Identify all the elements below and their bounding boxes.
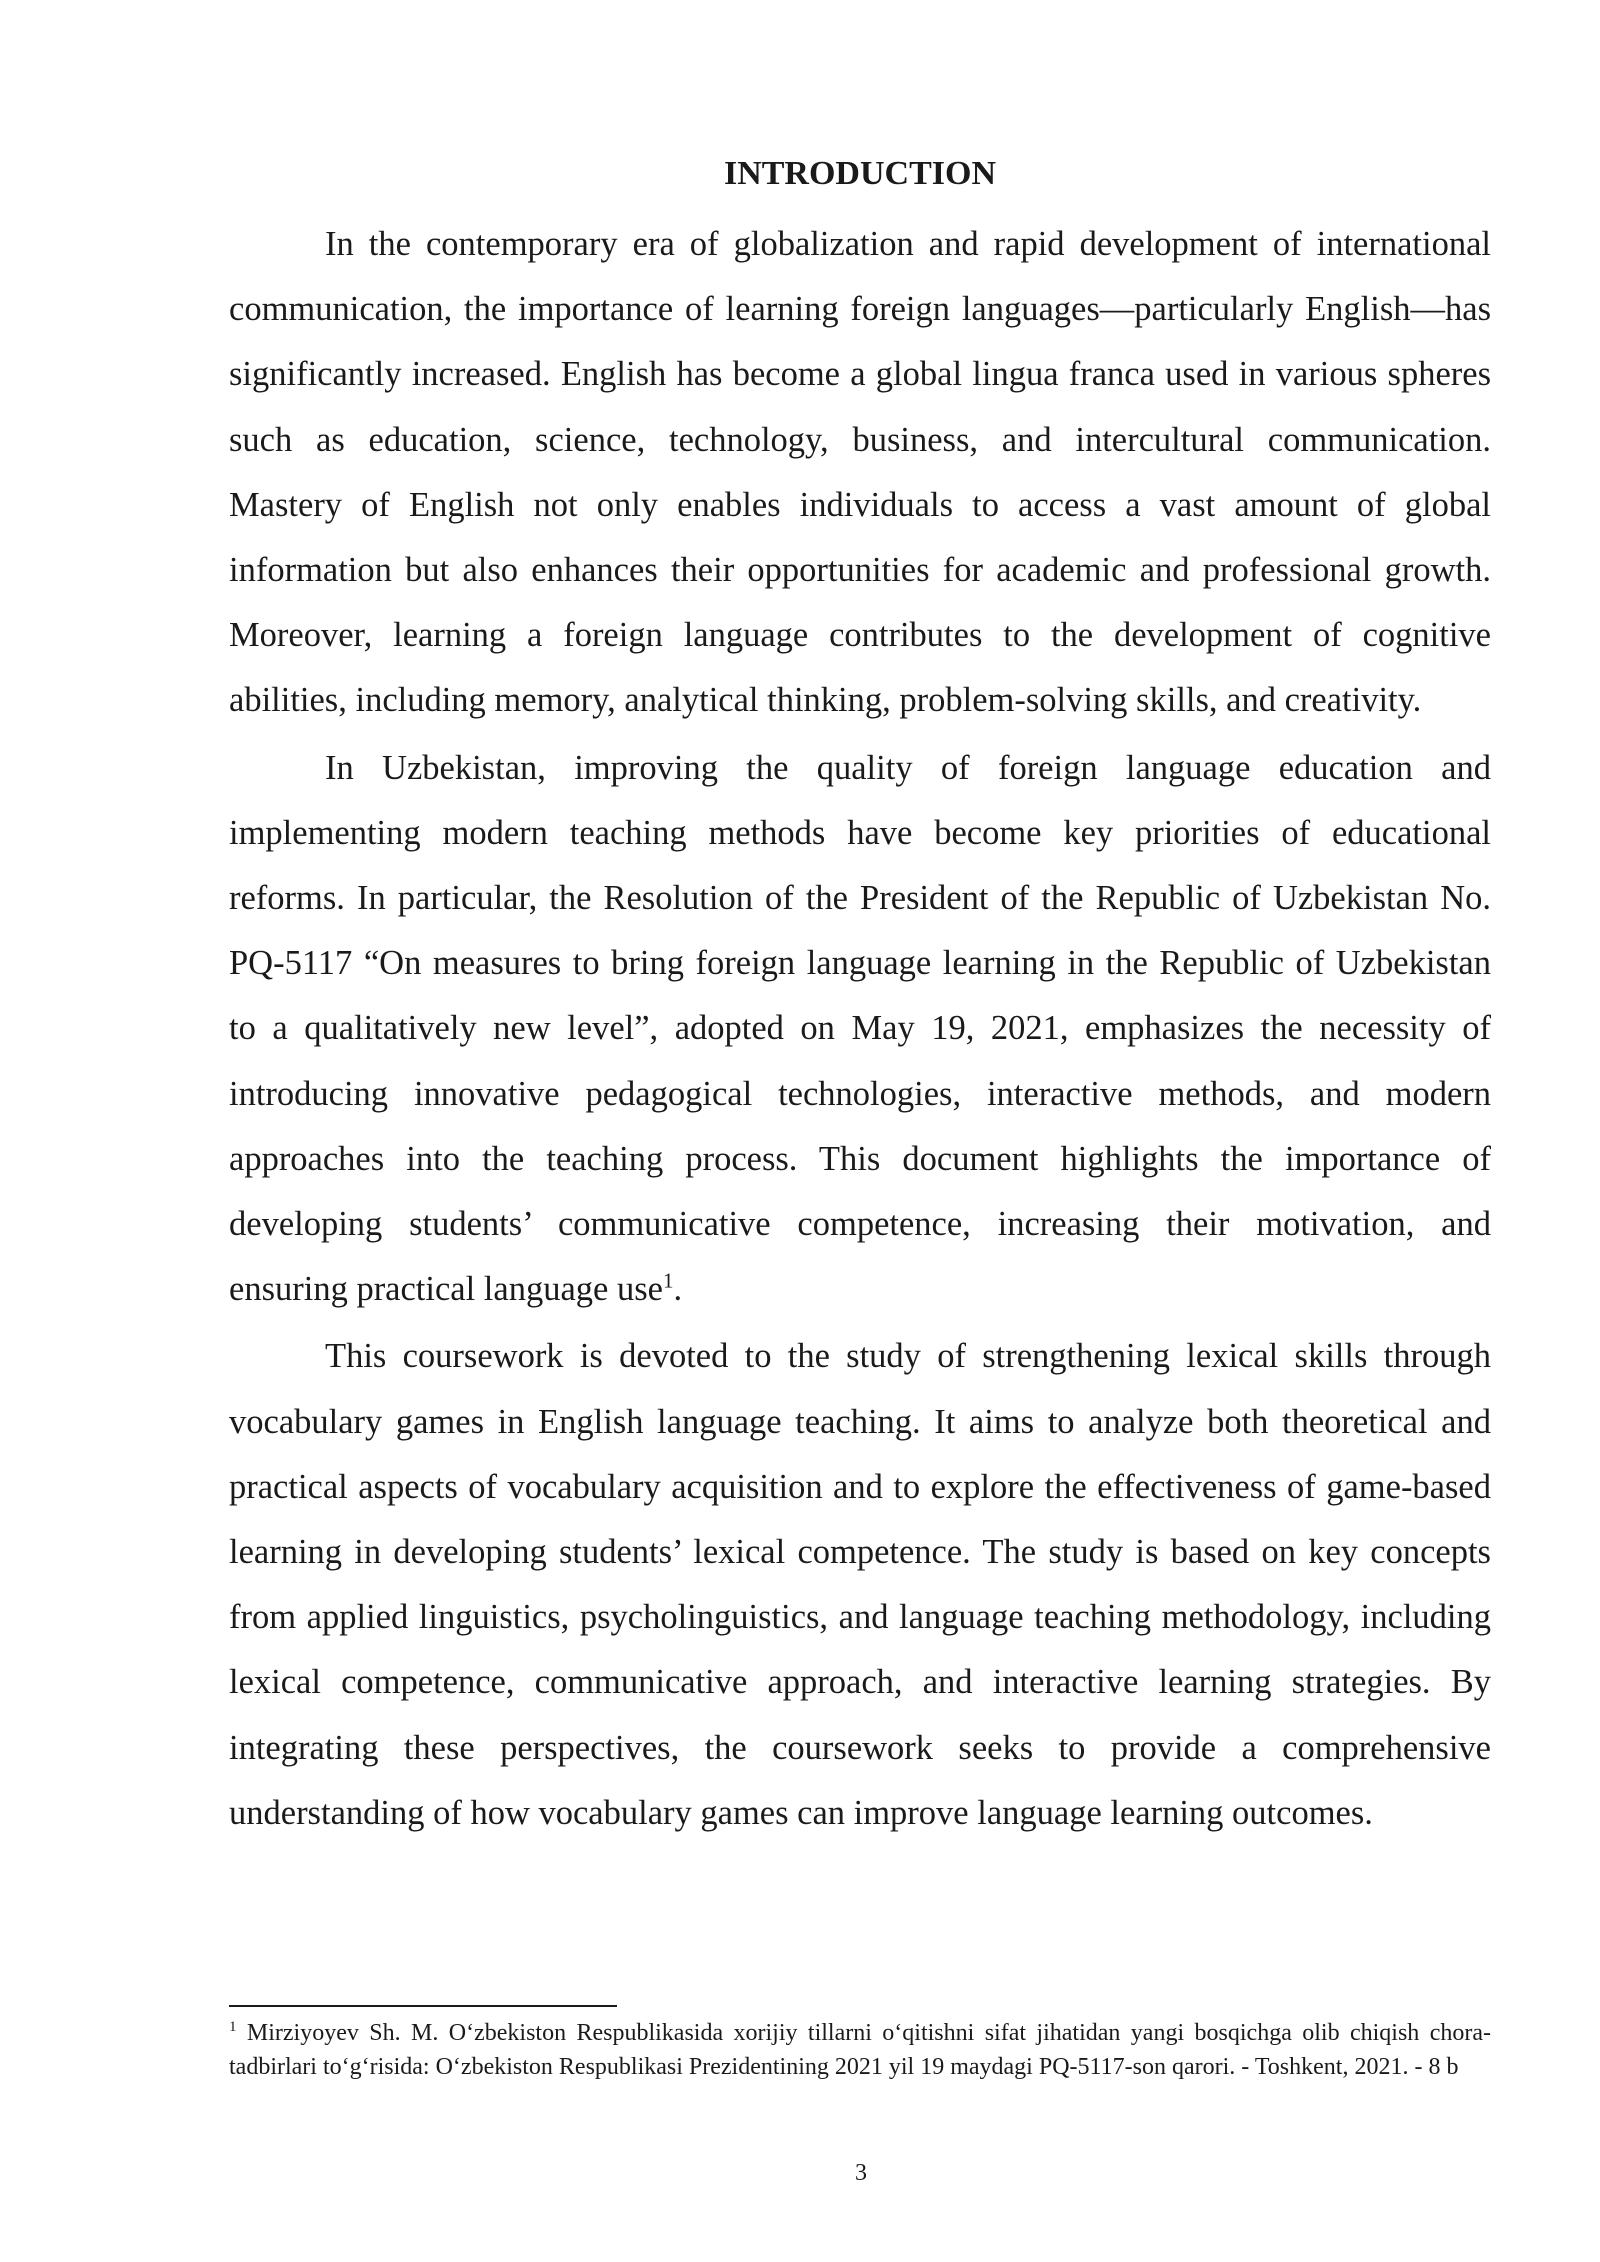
paragraph-2-end: .	[673, 1270, 683, 1309]
footnote-marker: 1	[229, 2019, 237, 2035]
footnote-reference[interactable]: 1	[662, 1268, 674, 1293]
page-number: 3	[855, 2160, 867, 2186]
footnote-separator	[229, 2005, 617, 2007]
paragraph-2-text: In Uzbekistan, improving the quality of foreign language education and implementing modern teaching methods have become key priorities of educational reforms. In particular, the Resolution of the President of the Republic of Uzbekistan No. PQ-5117 “On measures to bring foreign language learning in the Republic of Uzbekistan to a qualitatively new level”, adopted on May 19, 2021, emphasizes the necessity of introducing innovative pedagogical technologies, interactive methods, and modern approaches into the teaching process. This document highlights the importance of developing students’ communicative competence, increasing their motivation, and ensuring practical language use	[229, 748, 1491, 1309]
paragraph-3-text: This coursework is devoted to the study of strengthening lexical skills through vocabulary games in English language teaching. It aims to analyze both theoretical and practical aspects of vocabulary acquisition and to explore the effectiveness of game-based learning in developing students’ lexical competence. The study is based on key concepts from applied linguistics, psycholinguistics, and language teaching methodology, including lexical competence, communicative approach, and interactive learning strategies. By integrating these perspectives, the coursework seeks to provide a comprehensive understanding of how vocabulary games can improve language learning outcomes.	[229, 1337, 1491, 1832]
footnote-text: Mirziyoyev Sh. M. O‘zbekiston Respublikasida xorijiy tillarni o‘qitishni sifat jihatidan yangi bosqichga olib chiqish chora-tadbirlari to‘g‘risida: O‘zbekiston Respublikasi Prezidentining 2021 yil 19 maydagi PQ-5117-son qarori. - Toshkent, 2021. - 8 b	[229, 2020, 1492, 2080]
paragraph-1	[229, 212, 1491, 734]
body-text	[229, 212, 1491, 1848]
footnote	[229, 2017, 1491, 2084]
paragraph-1-text: In the contemporary era of globalization and rapid development of international communication, the importance of learning foreign languages—particularly English—has significantly increased. English has become a global lingua franca used in various spheres such as education, science, technology, business, and intercultural communication. Mastery of English not only enables individuals to access a vast amount of global information but also enhances their opportunities for academic and professional growth. Moreover, learning a foreign language contributes to the development of cognitive abilities, including memory, analytical thinking, problem-solving skills, and creativity.	[229, 225, 1491, 720]
paragraph-2	[229, 736, 1491, 1323]
page-heading: INTRODUCTION	[723, 155, 997, 192]
paragraph-3	[229, 1324, 1491, 1846]
